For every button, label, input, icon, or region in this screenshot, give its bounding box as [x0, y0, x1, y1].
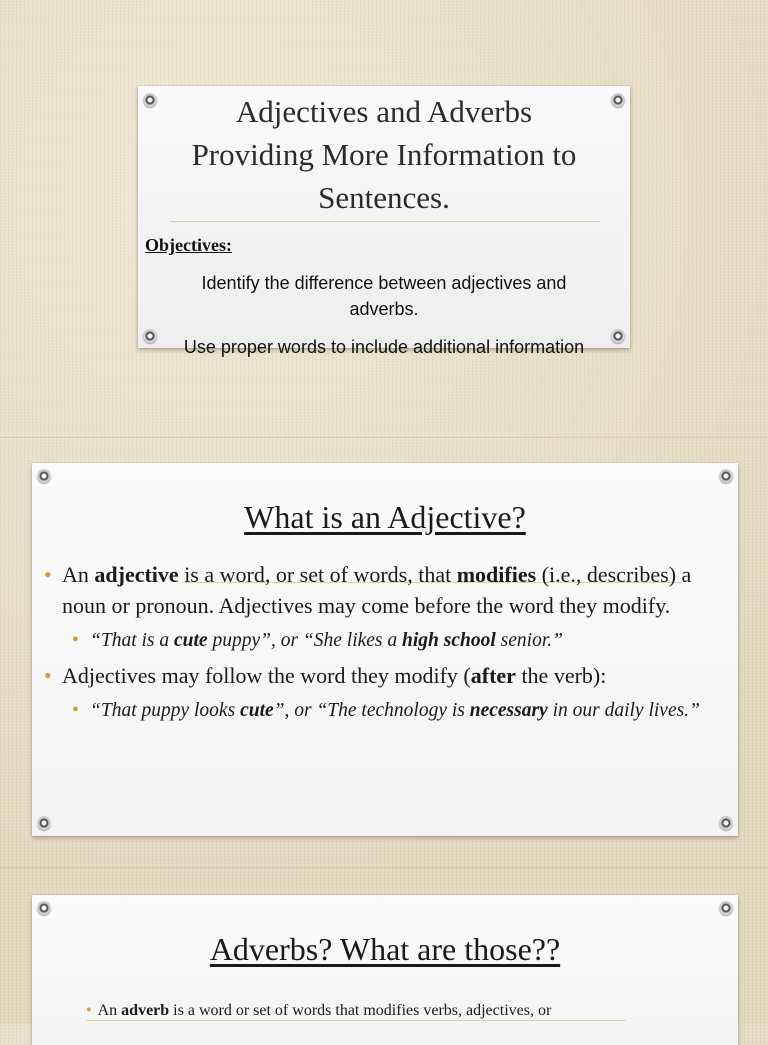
text: “That puppy looks	[90, 700, 241, 721]
slide-title: What is an Adjective?	[244, 499, 526, 535]
objective-text: adverbs.	[349, 299, 419, 319]
text: is a word or set of words that modifies verbs, adjectives, or	[169, 1002, 552, 1019]
slide-title: Adverbs? What are those??	[209, 931, 561, 967]
bold-term: after	[470, 663, 516, 688]
bold-term: cute	[174, 630, 208, 651]
bold-term: cute	[240, 700, 274, 721]
bold-term: modifies	[456, 562, 537, 587]
text: is a word, or set of words, that	[178, 562, 457, 587]
screw-icon	[37, 901, 51, 915]
bold-term: adjective	[94, 562, 179, 587]
text: ”, or “The technology is	[273, 700, 470, 721]
text: (i.e., describes) a noun or pronoun. Adjectives may come before the word they modify.	[62, 562, 692, 618]
title-line: Adjectives and Adverbs	[235, 94, 533, 129]
text: the verb):	[515, 663, 607, 688]
title-slide-card	[138, 86, 630, 357]
screw-icon	[37, 469, 51, 483]
bold-term: necessary	[469, 700, 548, 721]
slide-title	[138, 90, 630, 219]
text: An	[62, 562, 95, 587]
objective-text: Use proper words to include additional information	[183, 337, 585, 357]
screw-icon	[719, 901, 733, 915]
bold-term: high school	[402, 630, 496, 651]
text: Adjectives may follow the word they modify (	[62, 663, 471, 688]
divider	[170, 221, 600, 222]
bold-term: adverb	[121, 1002, 170, 1019]
example-item	[44, 697, 729, 724]
bullet-item	[44, 660, 729, 691]
bullet-icon: •	[72, 630, 79, 651]
text: in our daily lives.”	[547, 700, 700, 721]
screw-icon	[719, 469, 733, 483]
adverb-slide-card	[32, 895, 738, 1045]
bullet-icon: •	[86, 1002, 92, 1019]
objectives-label: Objectives:	[145, 235, 232, 255]
text: An	[97, 1002, 122, 1019]
slide-body	[44, 559, 729, 724]
text: “That is a	[90, 630, 174, 651]
bullet-icon: •	[44, 562, 52, 587]
adjective-slide-card	[32, 463, 738, 836]
text: puppy”, or “She likes a	[207, 630, 403, 651]
title-line: Providing More Information to	[191, 137, 577, 172]
objective-text: Identify the difference between adjectives and	[201, 273, 567, 293]
bullet-item	[44, 559, 729, 621]
screw-icon	[37, 816, 51, 830]
title-line: Sentences.	[318, 180, 450, 215]
example-item	[44, 627, 729, 654]
screw-icon	[719, 816, 733, 830]
bullet-item	[86, 1001, 726, 1021]
bullet-icon: •	[44, 663, 52, 688]
text: senior.”	[495, 630, 563, 651]
bullet-icon: •	[72, 700, 79, 721]
